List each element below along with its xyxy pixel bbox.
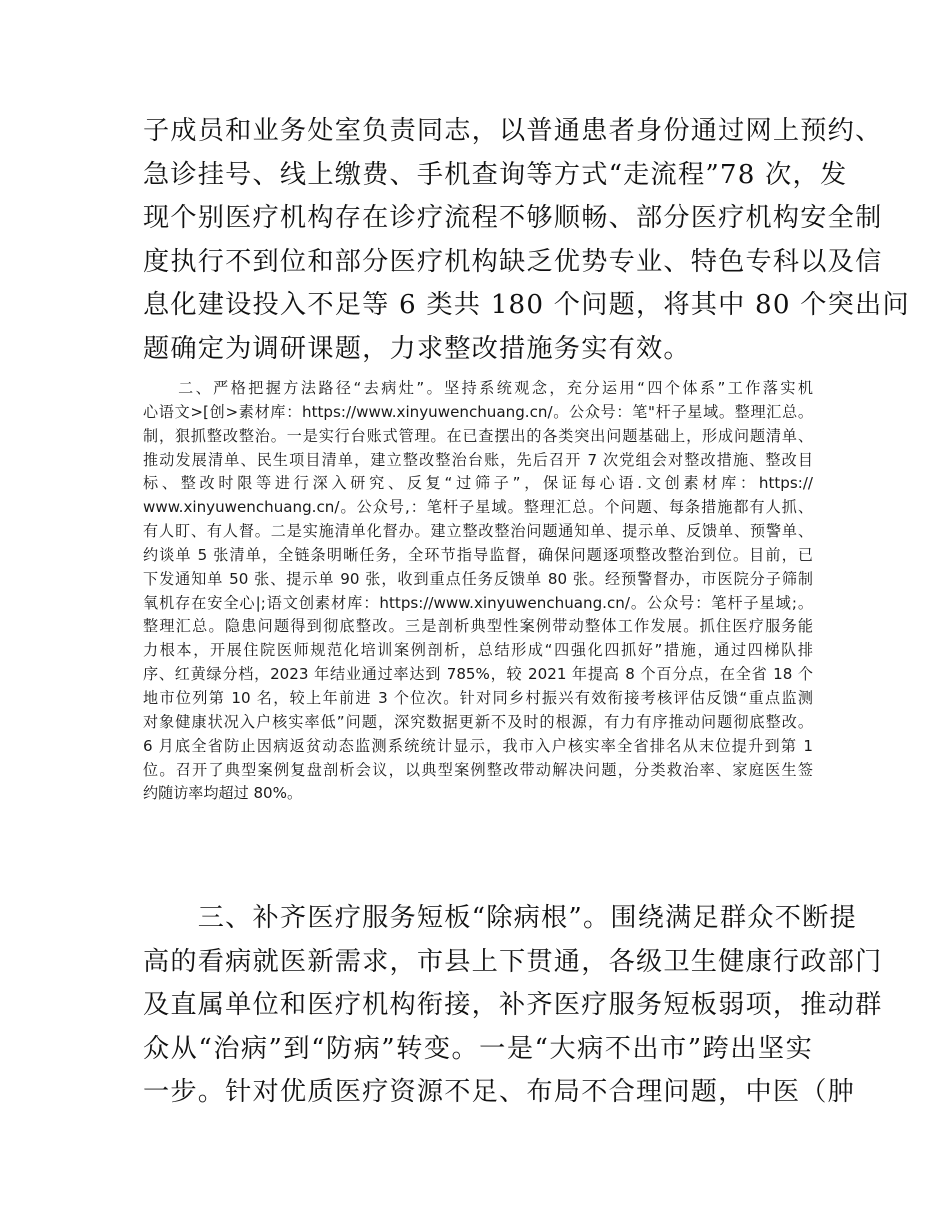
paragraph-2-line: 整理汇总。隐患问题得到彻底整改。三是剖析典型性案例带动整体工作发展。抓住医疗服务能 <box>143 617 813 636</box>
paragraph-2 <box>143 377 813 806</box>
paragraph-2-line: 心语文>[创>素材库：https://www.xinyuwenchuang.cn/。公众号：笔"杆子星域。整理汇总。 <box>143 402 813 421</box>
paragraph-2-line: 制，狠抓整改整治。一是实行台账式管理。在已查摆出的各类突出问题基础上，形成问题清单、 <box>143 426 813 445</box>
paragraph-1-line: 现个别医疗机构存在诊疗流程不够顺畅、部分医疗机构安全制 <box>143 203 883 233</box>
paragraph-2-line: 地市位列第 10 名，较上年前进 3 个位次。针对同乡村振兴有效衔接考核评估反馈“重点监测 <box>143 688 813 707</box>
paragraph-2-line: 下发通知单 50 张、提示单 90 张，收到重点任务反馈单 80 张。经预警督办，市医院分子筛制 <box>143 569 813 588</box>
paragraph-2-line: 氧机存在安全心|;语文创素材库：https://www.xinyuwenchuang.cn/。公众号：笔杆子星域;。 <box>143 593 813 612</box>
paragraph-1-line: 题确定为调研课题，力求整改措施务实有效。 <box>143 333 691 364</box>
paragraph-2-line: 6 月底全省防止因病返贫动态监测系统统计显示，我市入户核实率全省排名从末位提升到第 1 <box>143 736 813 755</box>
paragraph-2-line: 对象健康状况入户核实率低”问题，深究数据更新不及时的根源，有力有序推动问题彻底整改。 <box>143 712 813 731</box>
paragraph-1 <box>143 110 910 371</box>
paragraph-2-line: 标、整改时限等进行深入研究、反复“过筛子”，保证每心语.文创素材库：https:// <box>143 474 813 493</box>
paragraph-1-line: 息化建设投入不足等 6 类共 180 个问题，将其中 80 个突出问 <box>143 290 910 320</box>
paragraph-2-line: 有人盯、有人督。二是实施清单化督办。建立整改整治问题通知单、提示单、反馈单、预警单、 <box>143 522 813 541</box>
paragraph-3 <box>143 897 883 1115</box>
paragraph-3-line: 一步。针对优质医疗资源不足、布局不合理问题，中医（肿 <box>143 1077 856 1107</box>
paragraph-3-line: 众从“治病”到“防病”转变。一是“大病不出市”跨出坚实 <box>143 1033 813 1064</box>
paragraph-3-line: 高的看病就医新需求，市县上下贯通，各级卫生健康行政部门 <box>143 946 883 977</box>
paragraph-2-line: 序、红黄绿分档，2023 年结业通过率达到 785%，较 2021 年提高 8 个百分点，在全省 18 个 <box>143 665 813 684</box>
paragraph-1-line: 急诊挂号、线上缴费、手机查询等方式“走流程”78 次，发 <box>143 159 848 190</box>
paragraph-2-line: 约谈单 5 张清单，全链条明晰任务，全环节指导监督，确保问题逐项整改整治到位。目前，已 <box>143 545 813 564</box>
paragraph-2-line: 推动发展清单、民生项目清单，建立整改整治台账，先后召开 7 次党组会对整改措施、整改目 <box>143 450 813 469</box>
paragraph-1-line: 度执行不到位和部分医疗机构缺乏优势专业、特色专科以及信 <box>143 246 883 277</box>
paragraph-2-line: 位。召开了典型案例复盘剖析会议，以典型案例整改带动解决问题，分类救治率、家庭医生签 <box>143 760 813 779</box>
paragraph-2-line: 二、严格把握方法路径“去病灶”。坚持系统观念，充分运用“四个体系”工作落实机 <box>143 379 813 397</box>
paragraph-3-line: 三、补齐医疗服务短板“除病根”。围绕满足群众不断提 <box>143 903 857 933</box>
paragraph-2-line: 约随访率均超过 80%。 <box>143 784 303 803</box>
paragraph-3-line: 及直属单位和医疗机构衔接，补齐医疗服务短板弱项，推动群 <box>143 990 883 1020</box>
paragraph-2-line: www.xinyuwenchuang.cn/。公众号,：笔杆子星域。整理汇总。个问题、每条措施都有人抓、 <box>143 498 813 517</box>
paragraph-1-line: 子成员和业务处室负责同志，以普通患者身份通过网上预约、 <box>143 116 883 146</box>
paragraph-2-line: 力根本，开展住院医师规范化培训案例剖析，总结形成“四强化四抓好”措施，通过四梯队排 <box>143 641 813 660</box>
